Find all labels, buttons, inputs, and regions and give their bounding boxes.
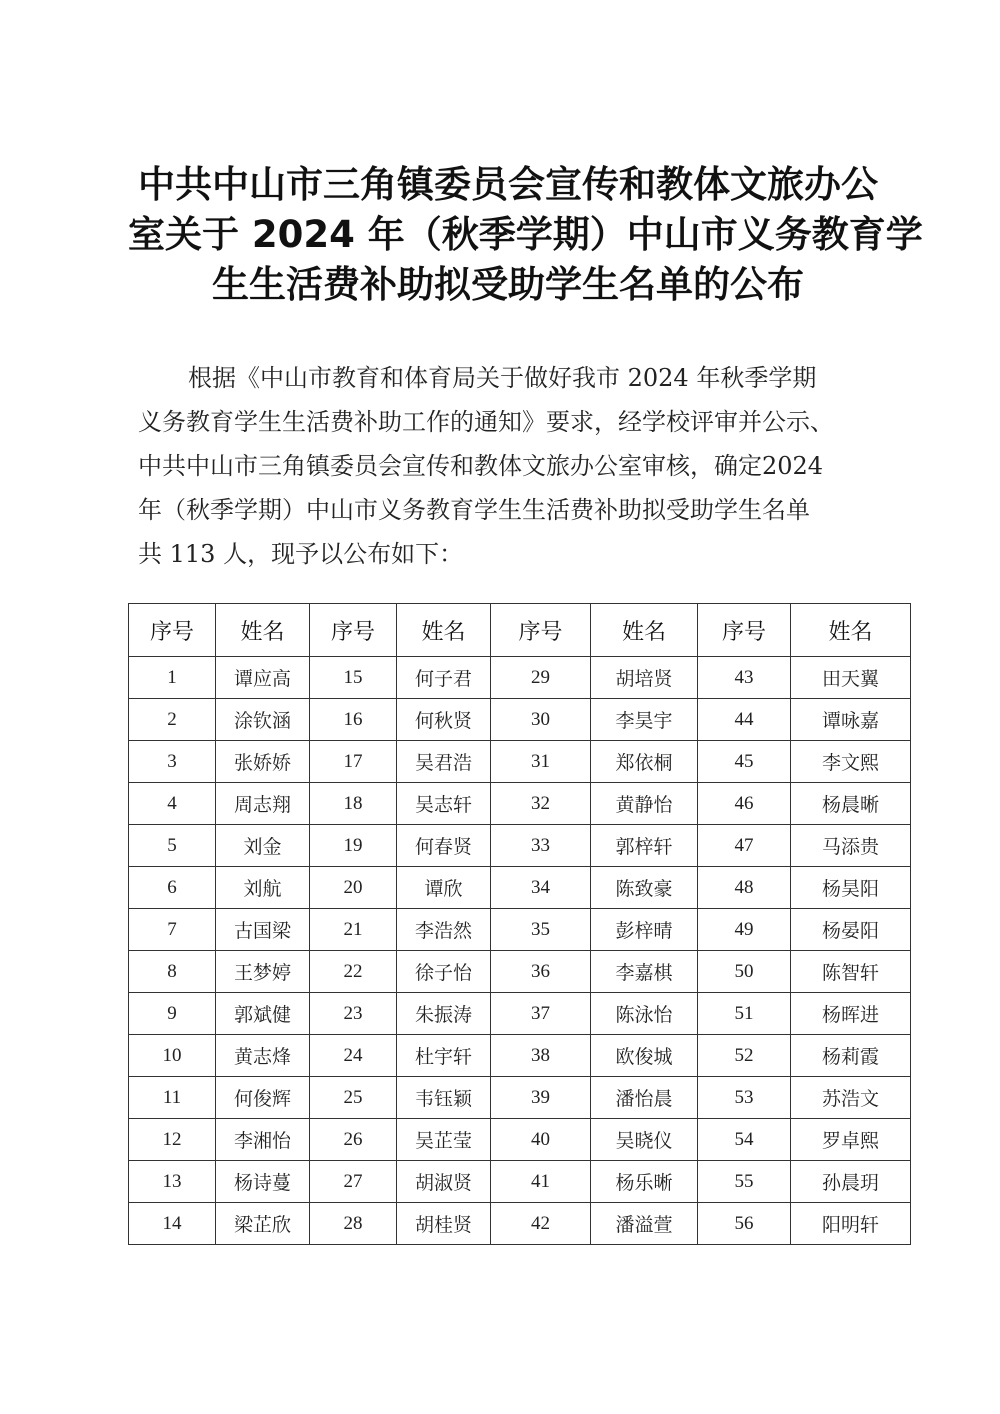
- cell-student-name: 谭应高: [216, 657, 310, 699]
- cell-index: 16: [310, 699, 397, 741]
- paragraph-line: 中共中山市三角镇委员会宣传和教体文旅办公室审核，确定2024: [138, 452, 824, 480]
- cell-index: 5: [129, 825, 216, 867]
- cell-student-name: 田天翼: [791, 657, 911, 699]
- cell-student-name: 彭梓晴: [591, 909, 698, 951]
- cell-index: 27: [310, 1161, 397, 1203]
- cell-index: 30: [491, 699, 591, 741]
- cell-index: 17: [310, 741, 397, 783]
- cell-student-name: 梁芷欣: [216, 1203, 310, 1245]
- cell-student-name: 李湘怡: [216, 1119, 310, 1161]
- cell-student-name: 古国梁: [216, 909, 310, 951]
- cell-student-name: 谭咏嘉: [791, 699, 911, 741]
- cell-index: 43: [698, 657, 791, 699]
- table-row: [129, 783, 911, 825]
- cell-index: 20: [310, 867, 397, 909]
- column-header-index: 序号: [491, 604, 591, 657]
- cell-student-name: 陈泳怡: [591, 993, 698, 1035]
- cell-student-name: 吴晓仪: [591, 1119, 698, 1161]
- cell-student-name: 马添贵: [791, 825, 911, 867]
- cell-index: 9: [129, 993, 216, 1035]
- cell-index: 39: [491, 1077, 591, 1119]
- cell-student-name: 徐子怡: [397, 951, 491, 993]
- cell-index: 26: [310, 1119, 397, 1161]
- cell-index: 55: [698, 1161, 791, 1203]
- cell-student-name: 何春贤: [397, 825, 491, 867]
- table-row: [129, 867, 911, 909]
- cell-student-name: 何俊辉: [216, 1077, 310, 1119]
- cell-student-name: 李嘉棋: [591, 951, 698, 993]
- table-row: [129, 909, 911, 951]
- cell-student-name: 刘金: [216, 825, 310, 867]
- cell-student-name: 阳明轩: [791, 1203, 911, 1245]
- cell-student-name: 黄志烽: [216, 1035, 310, 1077]
- cell-index: 32: [491, 783, 591, 825]
- cell-index: 6: [129, 867, 216, 909]
- cell-student-name: 苏浩文: [791, 1077, 911, 1119]
- cell-index: 12: [129, 1119, 216, 1161]
- cell-student-name: 胡桂贤: [397, 1203, 491, 1245]
- table-body: [129, 657, 911, 1245]
- table-row: [129, 1119, 911, 1161]
- cell-student-name: 涂钦涵: [216, 699, 310, 741]
- cell-student-name: 黄静怡: [591, 783, 698, 825]
- cell-student-name: 潘怡晨: [591, 1077, 698, 1119]
- cell-student-name: 孙晨玥: [791, 1161, 911, 1203]
- cell-index: 54: [698, 1119, 791, 1161]
- cell-student-name: 杨晨晰: [791, 783, 911, 825]
- intro-paragraph: [138, 356, 884, 576]
- cell-student-name: 胡淑贤: [397, 1161, 491, 1203]
- cell-student-name: 杨昊阳: [791, 867, 911, 909]
- title-line: 生生活费补助拟受助学生名单的公布: [212, 263, 804, 306]
- cell-student-name: 李文熙: [791, 741, 911, 783]
- cell-index: 2: [129, 699, 216, 741]
- cell-index: 35: [491, 909, 591, 951]
- cell-student-name: 郭梓轩: [591, 825, 698, 867]
- cell-index: 52: [698, 1035, 791, 1077]
- title-line: 中共中山市三角镇委员会宣传和教体文旅办公: [138, 163, 878, 206]
- cell-index: 46: [698, 783, 791, 825]
- cell-student-name: 郭斌健: [216, 993, 310, 1035]
- cell-index: 31: [491, 741, 591, 783]
- cell-index: 33: [491, 825, 591, 867]
- cell-index: 11: [129, 1077, 216, 1119]
- cell-index: 38: [491, 1035, 591, 1077]
- cell-student-name: 胡培贤: [591, 657, 698, 699]
- cell-index: 14: [129, 1203, 216, 1245]
- table-row: [129, 1161, 911, 1203]
- table-row: [129, 699, 911, 741]
- cell-student-name: 杨莉霞: [791, 1035, 911, 1077]
- cell-index: 7: [129, 909, 216, 951]
- cell-student-name: 陈智轩: [791, 951, 911, 993]
- table-row: [129, 1077, 911, 1119]
- cell-index: 44: [698, 699, 791, 741]
- cell-student-name: 吴芷莹: [397, 1119, 491, 1161]
- cell-index: 42: [491, 1203, 591, 1245]
- cell-student-name: 朱振涛: [397, 993, 491, 1035]
- cell-student-name: 李昊宇: [591, 699, 698, 741]
- student-roster-table: [128, 603, 911, 1245]
- cell-index: 1: [129, 657, 216, 699]
- cell-student-name: 何秋贤: [397, 699, 491, 741]
- cell-index: 51: [698, 993, 791, 1035]
- cell-index: 8: [129, 951, 216, 993]
- column-header-name: 姓名: [397, 604, 491, 657]
- title-line: 室关于 2024 年（秋季学期）中山市义务教育学: [128, 213, 923, 256]
- cell-index: 19: [310, 825, 397, 867]
- cell-student-name: 吴志轩: [397, 783, 491, 825]
- paragraph-line: 根据《中山市教育和体育局关于做好我市 2024 年秋季学期: [188, 364, 817, 392]
- cell-index: 47: [698, 825, 791, 867]
- cell-student-name: 欧俊城: [591, 1035, 698, 1077]
- cell-index: 41: [491, 1161, 591, 1203]
- column-header-index: 序号: [698, 604, 791, 657]
- table-row: [129, 1203, 911, 1245]
- cell-index: 10: [129, 1035, 216, 1077]
- table-header-row: [129, 604, 911, 657]
- cell-index: 37: [491, 993, 591, 1035]
- column-header-name: 姓名: [791, 604, 911, 657]
- table-row: [129, 741, 911, 783]
- cell-index: 29: [491, 657, 591, 699]
- cell-student-name: 周志翔: [216, 783, 310, 825]
- table-row: [129, 993, 911, 1035]
- cell-index: 50: [698, 951, 791, 993]
- cell-index: 56: [698, 1203, 791, 1245]
- column-header-index: 序号: [129, 604, 216, 657]
- cell-index: 13: [129, 1161, 216, 1203]
- cell-student-name: 杜宇轩: [397, 1035, 491, 1077]
- cell-student-name: 杨晖进: [791, 993, 911, 1035]
- cell-student-name: 杨乐晰: [591, 1161, 698, 1203]
- column-header-name: 姓名: [591, 604, 698, 657]
- cell-student-name: 郑依桐: [591, 741, 698, 783]
- cell-index: 18: [310, 783, 397, 825]
- cell-student-name: 李浩然: [397, 909, 491, 951]
- cell-student-name: 张娇娇: [216, 741, 310, 783]
- cell-student-name: 杨诗蔓: [216, 1161, 310, 1203]
- cell-index: 48: [698, 867, 791, 909]
- cell-index: 25: [310, 1077, 397, 1119]
- cell-index: 53: [698, 1077, 791, 1119]
- table-row: [129, 825, 911, 867]
- cell-index: 4: [129, 783, 216, 825]
- cell-index: 24: [310, 1035, 397, 1077]
- table-row: [129, 657, 911, 699]
- paragraph-line: 义务教育学生生活费补助工作的通知》要求，经学校评审并公示、: [138, 408, 834, 436]
- cell-student-name: 吴君浩: [397, 741, 491, 783]
- paragraph-line: 共 113 人，现予以公布如下：: [138, 540, 464, 568]
- cell-student-name: 陈致豪: [591, 867, 698, 909]
- cell-index: 34: [491, 867, 591, 909]
- cell-student-name: 王梦婷: [216, 951, 310, 993]
- column-header-index: 序号: [310, 604, 397, 657]
- cell-student-name: 韦钰颖: [397, 1077, 491, 1119]
- cell-index: 21: [310, 909, 397, 951]
- cell-student-name: 谭欣: [397, 867, 491, 909]
- cell-index: 40: [491, 1119, 591, 1161]
- cell-index: 28: [310, 1203, 397, 1245]
- cell-index: 22: [310, 951, 397, 993]
- cell-index: 36: [491, 951, 591, 993]
- table-row: [129, 1035, 911, 1077]
- cell-index: 45: [698, 741, 791, 783]
- cell-index: 3: [129, 741, 216, 783]
- cell-index: 49: [698, 909, 791, 951]
- paragraph-line: 年（秋季学期）中山市义务教育学生生活费补助拟受助学生名单: [138, 496, 810, 524]
- table-row: [129, 951, 911, 993]
- cell-student-name: 罗卓熙: [791, 1119, 911, 1161]
- cell-student-name: 刘航: [216, 867, 310, 909]
- document-title: [128, 160, 923, 310]
- cell-index: 15: [310, 657, 397, 699]
- column-header-name: 姓名: [216, 604, 310, 657]
- cell-student-name: 何子君: [397, 657, 491, 699]
- cell-index: 23: [310, 993, 397, 1035]
- cell-student-name: 杨晏阳: [791, 909, 911, 951]
- cell-student-name: 潘溢萱: [591, 1203, 698, 1245]
